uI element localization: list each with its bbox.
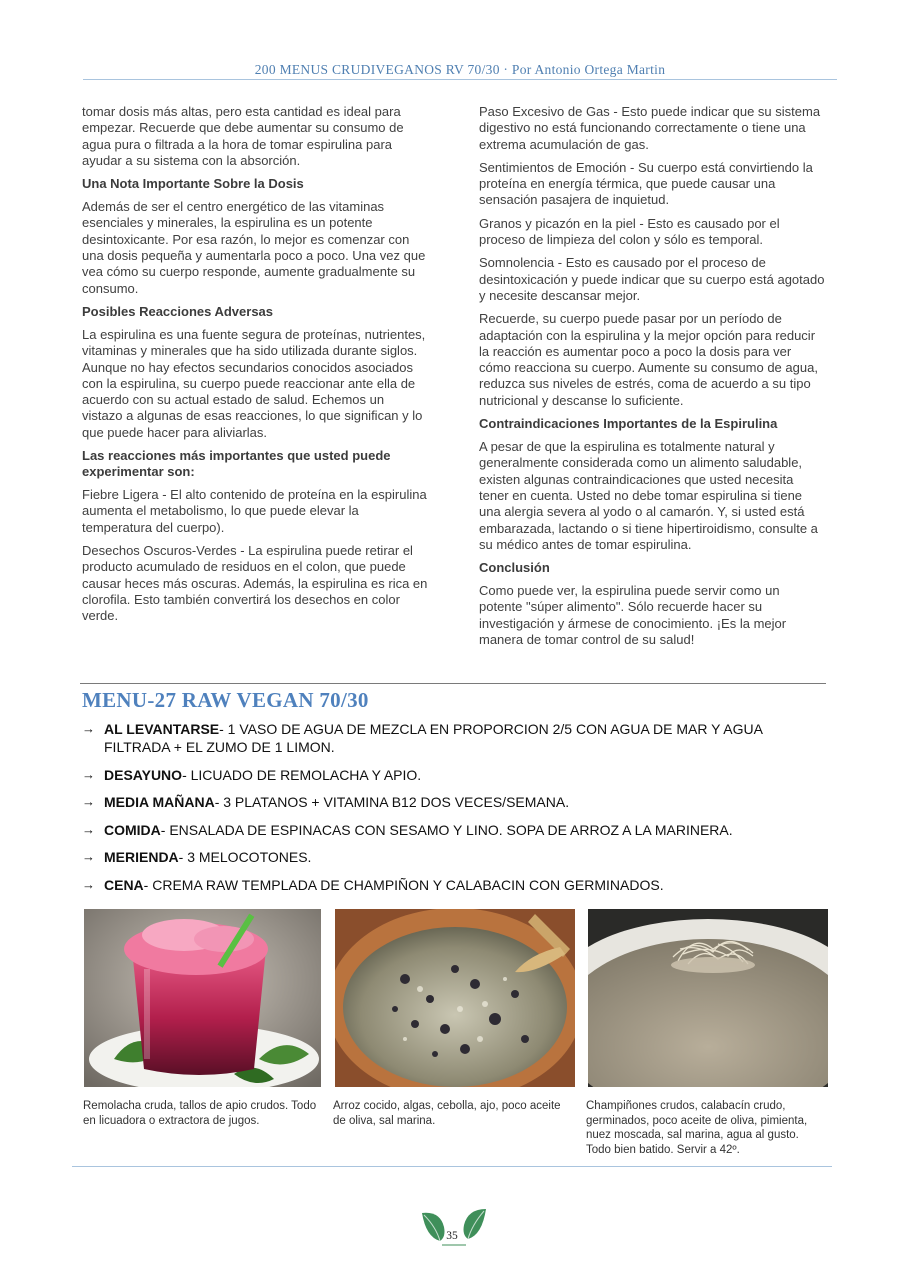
- right-paragraph: Somnolencia - Esto es causado por el proceso de desintoxicación y puede indicar que su cuerpo está agotado y necesite descansar mejor.: [479, 255, 825, 303]
- mushroom-cream-photo: [588, 909, 828, 1087]
- right-paragraph: A pesar de que la espirulina es totalmente natural y generalmente considerada como un alimento saludable, existen algunas contraindicaciones que usted necesita tener en cuenta. Usted no debe tomar espirulina si tiene una alergia severa al yodo o al camarón. Y, si usted está embarazada, lactando o si tiene hipertiroidismo, consulte a su médico antes de tomar espirulina.: [479, 439, 818, 552]
- menu-item-text: - LICUADO DE REMOLACHA Y APIO.: [182, 766, 422, 783]
- left-column: [82, 104, 428, 631]
- section-divider: [80, 683, 826, 684]
- right-paragraph: Granos y picazón en la piel - Esto es causado por el proceso de limpieza del colon y sólo es temporal.: [479, 215, 780, 248]
- left-paragraph: La espirulina es una fuente segura de proteínas, nutrientes, vitaminas y minerales que ha sido utilizada durante siglos. Aunque no hay efectos secundarios conocidos asociados con la espirulina, su cuerpo puede reaccionar ante ella de acuerdo con su actual estado de salud. Echemos un vistazo a algunas de esas reacciones, lo que significan y lo que puede hacer para aliviarlas.: [82, 326, 426, 440]
- menu-title: MENU-27 RAW VEGAN 70/30: [82, 688, 369, 712]
- arrow-icon: →: [82, 849, 95, 864]
- menu-item-text: - 3 PLATANOS + VITAMINA B12 DOS VECES/SEMANA.: [214, 794, 570, 810]
- right-paragraph: Paso Excesivo de Gas - Esto puede indicar que su sistema digestivo no está funcionando correctamente o tiene una extrema acumulación de gas.: [479, 104, 821, 152]
- menu-item-label: AL LEVANTARSE: [104, 721, 220, 737]
- menu-item-label: MERIENDA: [104, 849, 179, 865]
- left-heading: Una Nota Importante Sobre la Dosis: [82, 176, 304, 192]
- menu-list: [82, 720, 802, 903]
- menu-item-label: DESAYUNO: [104, 766, 183, 783]
- leaves-icon: [418, 1205, 490, 1249]
- photo-caption: Champiñones crudos, calabacín crudo, germinados, poco aceite de oliva, pimienta, nuez moscada, sal marina, agua al gusto. Todo bien batido. Servir a 42º.: [586, 1100, 808, 1156]
- beet-smoothie-photo: [84, 909, 321, 1087]
- menu-item: [82, 766, 802, 784]
- right-paragraph: Como puede ver, la espirulina puede servir como un potente "súper alimento". Sólo recuerde hacer su investigación y ármese de conocimiento. ¡Es la mejor manera de tomar control de su salud!: [479, 583, 787, 648]
- menu-item-text: - 3 MELOCOTONES.: [178, 849, 312, 865]
- menu-item: [82, 720, 802, 756]
- page-number: 35: [446, 1230, 458, 1242]
- menu-item-label: CENA: [104, 876, 144, 893]
- menu-item: [82, 821, 802, 839]
- menu-item-label: COMIDA: [104, 821, 161, 838]
- menu-item-text: - CREMA RAW TEMPLADA DE CHAMPIÑON Y CALABACIN CON GERMINADOS.: [143, 876, 664, 893]
- photo-caption: Arroz cocido, algas, cebolla, ajo, poco aceite de oliva, sal marina.: [333, 1100, 561, 1127]
- right-heading: Conclusión: [479, 560, 550, 576]
- right-paragraph: Sentimientos de Emoción - Su cuerpo está convirtiendo la proteína en energía térmica, que puede causar una sensación pasajera de inquietud.: [479, 159, 813, 208]
- page-header: 200 MENUS CRUDIVEGANOS RV 70/30 · Por Antonio Ortega Martin: [254, 62, 666, 77]
- arrow-icon: →: [82, 794, 95, 809]
- menu-item-text: - 1 VASO DE AGUA DE MEZCLA EN PROPORCION 2/5 CON AGUA DE MAR Y AGUA FILTRADA + EL ZUMO DE 1 LIMON.: [104, 721, 763, 755]
- menu-item: [82, 876, 802, 894]
- menu-item: [82, 848, 802, 866]
- right-paragraph: Recuerde, su cuerpo puede pasar por un período de adaptación con la espirulina y la mejor opción para reducir la reacción es aumentar poco a poco la dosis para ver cómo reacciona su cuerpo. Aumente su consumo de agua, reduzca sus niveles de estrés, coma de acuerdo a su tipo nutricional y descanse lo suficiente.: [479, 311, 818, 408]
- photo-caption: Remolacha cruda, tallos de apio crudos. Todo en licuadora o extractora de jugos.: [83, 1100, 317, 1127]
- arrow-icon: →: [82, 821, 95, 837]
- right-column: [479, 104, 825, 655]
- arrow-icon: →: [82, 876, 95, 892]
- left-paragraph: tomar dosis más altas, pero esta cantidad es ideal para empezar. Recuerde que debe aumentar su consumo de agua pura o filtrada a la hora de tomar espirulina para ayudar a su sistema con la absorción.: [82, 104, 404, 168]
- left-paragraph: Fiebre Ligera - El alto contenido de proteína en la espirulina aumenta el metabolismo, lo que puede elevar la temperatura del cuerpo).: [82, 487, 427, 535]
- arrow-icon: →: [82, 721, 95, 736]
- right-heading: Contraindicaciones Importantes de la Espirulina: [479, 416, 778, 432]
- header-divider: [83, 79, 837, 80]
- arrow-icon: →: [82, 766, 95, 782]
- rice-soup-photo: [335, 909, 575, 1087]
- left-heading: Posibles Reacciones Adversas: [82, 303, 274, 319]
- menu-item-label: MEDIA MAÑANA: [104, 794, 215, 810]
- left-paragraph: Además de ser el centro energético de las vitaminas esenciales y minerales, la espirulina es un potente desintoxicante. Por esa razón, lo mejor es comenzar con una dosis pequeña y aumentarla poco a poco. Una vez que vea cómo su cuerpo responde, aumente gradualmente su consumo.: [82, 199, 426, 296]
- left-heading: Las reacciones más importantes que usted puede experimentar son:: [82, 448, 391, 480]
- footer-divider: [72, 1166, 832, 1167]
- left-paragraph: Desechos Oscuros-Verdes - La espirulina puede retirar el producto acumulado de residuos en el colon, que puede causar heces más oscuras. Además, la espirulina es rica en clorofila. Esto también convertirá los desechos en color verde.: [82, 542, 428, 624]
- menu-item-text: - ENSALADA DE ESPINACAS CON SESAMO Y LINO. SOPA DE ARROZ A LA MARINERA.: [160, 821, 733, 838]
- menu-item: [82, 793, 802, 811]
